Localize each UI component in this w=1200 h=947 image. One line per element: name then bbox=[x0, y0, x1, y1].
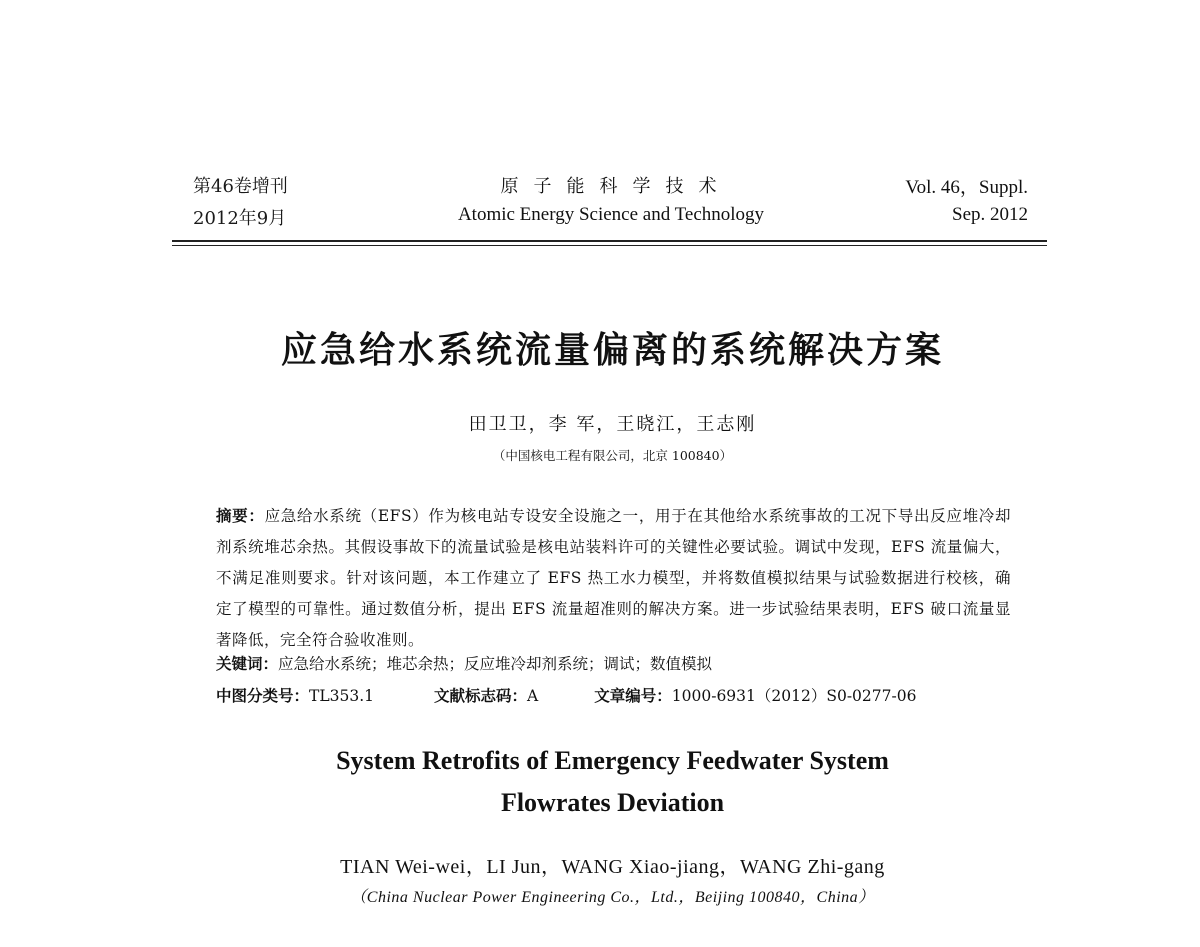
title-en-line2: Flowrates Deviation bbox=[500, 788, 725, 817]
title-en-line1: System Retrofits of Emergency Feedwater System bbox=[336, 746, 889, 775]
class-label: 中图分类号： bbox=[216, 686, 310, 705]
journal-title-cn: 原子能科学技术 bbox=[500, 176, 732, 197]
keywords-cn bbox=[216, 652, 712, 674]
affiliation-cn: （中国核电工程有限公司，北京 100840） bbox=[492, 448, 733, 463]
abstract-text: 应急给水系统（EFS）作为核电站专设安全设施之一，用于在其他给水系统事故的工况下导出反应堆冷却剂系统堆芯余热。其假设事故下的流量试验是核电站装料许可的关键性必要试验。调试中发现，EFS 流量偏大，不满足准则要求。针对该问题，本工作建立了 EFS 热工水力模型，并将数值模拟结果与试验数据进行校核，确定了模型的可靠性。通过数值分析，提出 EFS 流量超准则的解决方案。进一步试验结果表明，EFS 破口流量显著降低，完全符合验收准则。 bbox=[216, 507, 1011, 649]
header-rule-thick bbox=[172, 240, 1047, 242]
authors-en: TIAN Wei-wei，LI Jun，WANG Xiao-jiang，WANG Zhi-gang bbox=[340, 856, 885, 878]
keywords-label: 关键词： bbox=[216, 654, 279, 673]
doc-code-label: 文献标志码： bbox=[434, 686, 528, 705]
keywords-text: 应急给水系统；堆芯余热；反应堆冷却剂系统；调试；数值模拟 bbox=[278, 655, 713, 673]
volume-en: Vol. 46，Suppl. bbox=[905, 177, 1028, 198]
abstract-label: 摘要： bbox=[216, 506, 265, 525]
journal-title-en: Atomic Energy Science and Technology bbox=[457, 204, 765, 225]
doc-code-value: A bbox=[527, 687, 539, 705]
affiliation-en: （China Nuclear Power Engineering Co.，Ltd.，Beijing 100840，China） bbox=[350, 889, 875, 906]
header-rule-thin bbox=[172, 245, 1047, 246]
volume-cn: 第46卷增刊 bbox=[193, 176, 288, 197]
article-no-label: 文章编号： bbox=[594, 686, 672, 705]
article-title-cn: 应急给水系统流量偏离的系统解决方案 bbox=[280, 330, 944, 371]
authors-cn: 田卫卫，李 军，王晓江，王志刚 bbox=[468, 414, 757, 435]
date-cn: 2012年9月 bbox=[193, 208, 287, 229]
classification-row bbox=[216, 684, 916, 706]
class-value: TL353.1 bbox=[309, 687, 375, 705]
article-title-en bbox=[0, 740, 1200, 824]
article-no-value: 1000-6931（2012）S0-0277-06 bbox=[671, 687, 917, 705]
abstract-cn bbox=[216, 500, 1011, 656]
date-en: Sep. 2012 bbox=[952, 204, 1028, 225]
